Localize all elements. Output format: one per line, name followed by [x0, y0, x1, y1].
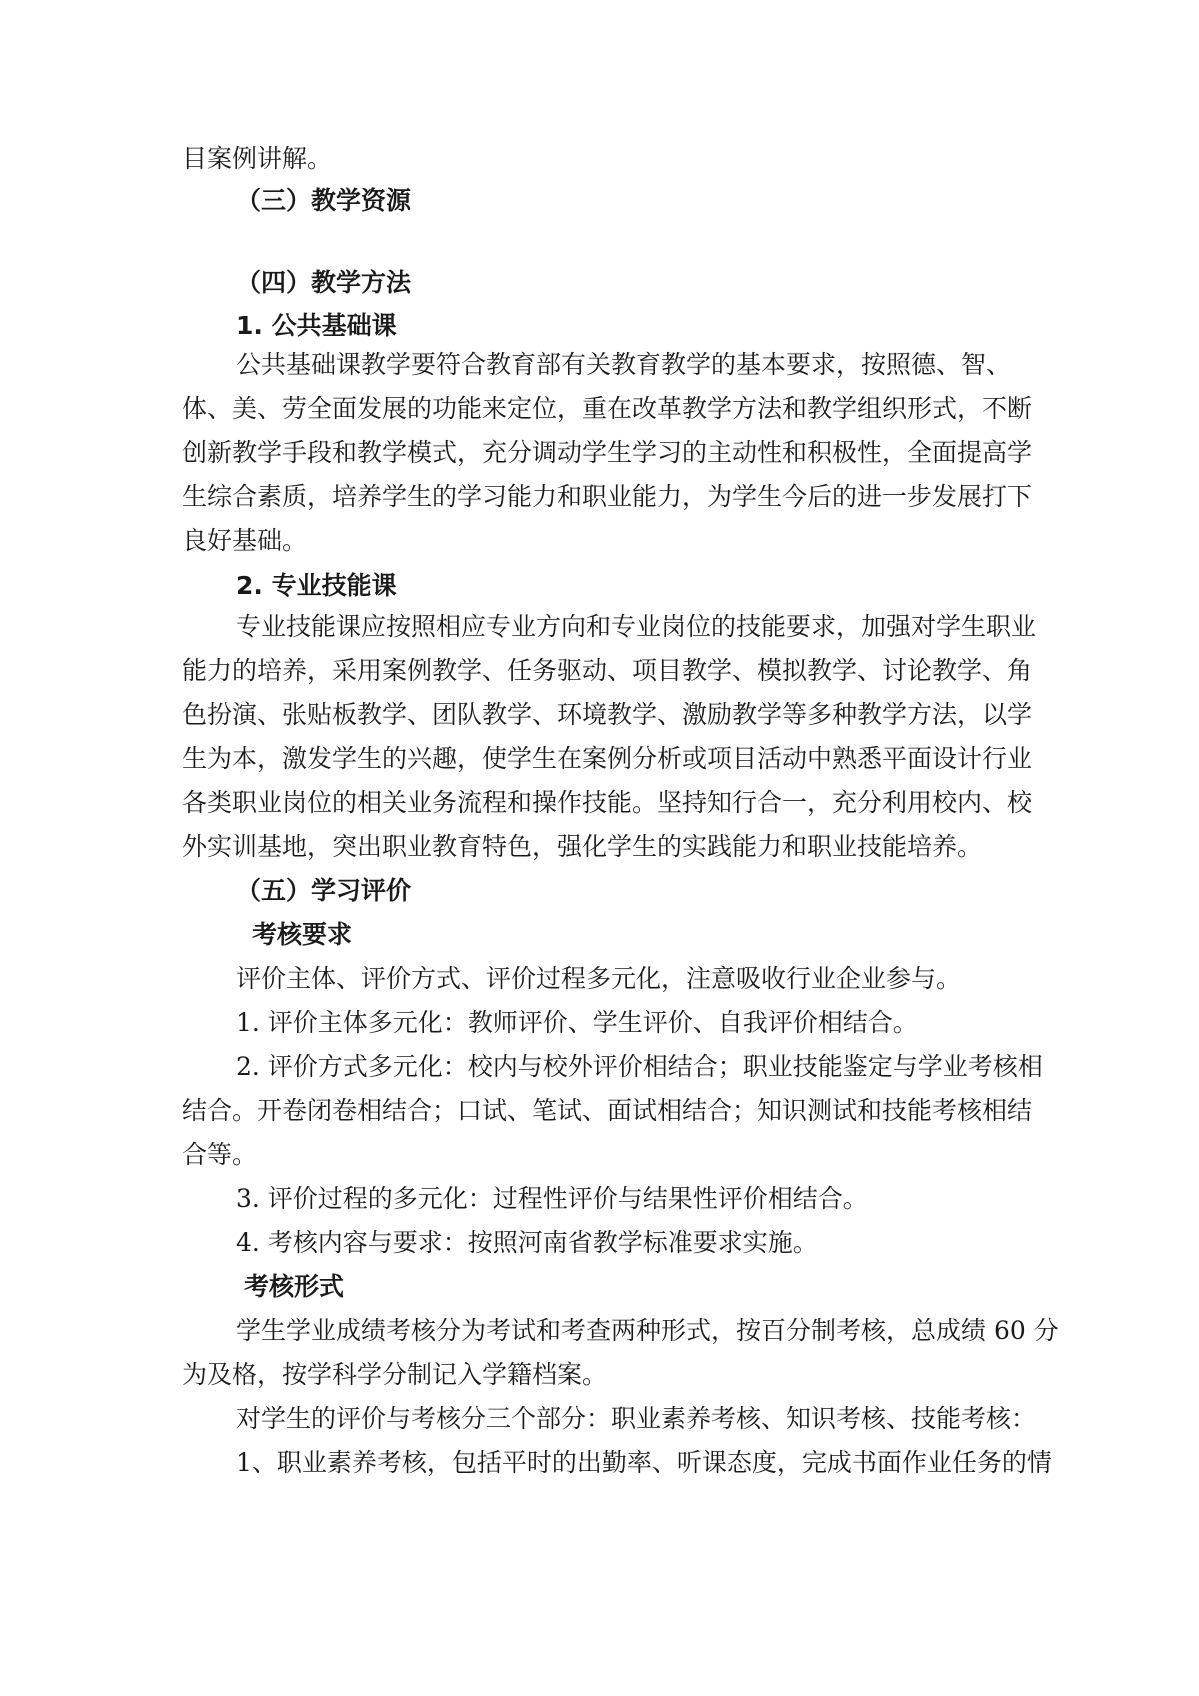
section-3-title: （三）教学资源 — [236, 186, 412, 215]
paragraph-line: 能力的培养，采用案例教学、任务驱动、项目教学、模拟教学、讨论教学、角 — [182, 656, 1032, 685]
paragraph-line: 3. 评价过程的多元化：过程性评价与结果性评价相结合。 — [236, 1184, 868, 1213]
section-4-title: （四）教学方法 — [236, 268, 412, 297]
paragraph-line: 专业技能课应按照相应专业方向和专业岗位的技能要求，加强对学生职业 — [236, 612, 1037, 641]
paragraph-line: 对学生的评价与考核分三个部分：职业素养考核、知识考核、技能考核： — [236, 1404, 1037, 1433]
paragraph-line: 各类职业岗位的相关业务流程和操作技能。坚持知行合一，充分利用校内、校 — [182, 788, 1032, 817]
paragraph-line: 1、职业素养考核，包括平时的出勤率、听课态度，完成书面作业任务的情 — [236, 1448, 1052, 1477]
paragraph-line: 2. 评价方式多元化：校内与校外评价相结合；职业技能鉴定与学业考核相 — [236, 1052, 1043, 1081]
paragraph-line: 生为本，激发学生的兴趣，使学生在案例分析或项目活动中熟悉平面设计行业 — [182, 744, 1032, 773]
paragraph-line: 色扮演、张贴板教学、团队教学、环境教学、激励教学等多种教学方法，以学 — [182, 700, 1032, 729]
paragraph-line: 学生学业成绩考核分为考试和考查两种形式，按百分制考核，总成绩 60 分 — [236, 1316, 1059, 1345]
assessment-requirements-title: 考核要求 — [252, 920, 353, 949]
paragraph-line: 1. 评价主体多元化：教师评价、学生评价、自我评价相结合。 — [236, 1008, 918, 1037]
paragraph-line: 评价主体、评价方式、评价过程多元化，注意吸收行业企业参与。 — [236, 964, 962, 993]
intro-line: 目案例讲解。 — [182, 144, 333, 173]
paragraph-line: 结合。开卷闭卷相结合；口试、笔试、面试相结合；知识测试和技能考核相结 — [182, 1096, 1032, 1125]
paragraph-line: 公共基础课教学要符合教育部有关教育教学的基本要求，按照德、智、 — [236, 350, 1012, 379]
paragraph-line: 为及格，按学科学分制记入学籍档案。 — [182, 1360, 608, 1389]
paragraph-line: 4. 考核内容与要求：按照河南省教学标准要求实施。 — [236, 1228, 818, 1257]
subsection-1-title: 1. 公共基础课 — [236, 311, 397, 340]
paragraph-line: 合等。 — [182, 1140, 258, 1169]
paragraph-line: 创新教学手段和教学模式，充分调动学生学习的主动性和积极性，全面提高学 — [182, 438, 1032, 467]
assessment-form-title: 考核形式 — [244, 1272, 345, 1301]
subsection-2-title: 2. 专业技能课 — [236, 571, 397, 600]
paragraph-line: 良好基础。 — [182, 526, 308, 555]
section-5-title: （五）学习评价 — [236, 876, 412, 905]
paragraph-line: 外实训基地，突出职业教育特色，强化学生的实践能力和职业技能培养。 — [182, 832, 983, 861]
paragraph-line: 生综合素质，培养学生的学习能力和职业能力，为学生今后的进一步发展打下 — [182, 482, 1032, 511]
paragraph-line: 体、美、劳全面发展的功能来定位，重在改革教学方法和教学组织形式，不断 — [182, 394, 1032, 423]
